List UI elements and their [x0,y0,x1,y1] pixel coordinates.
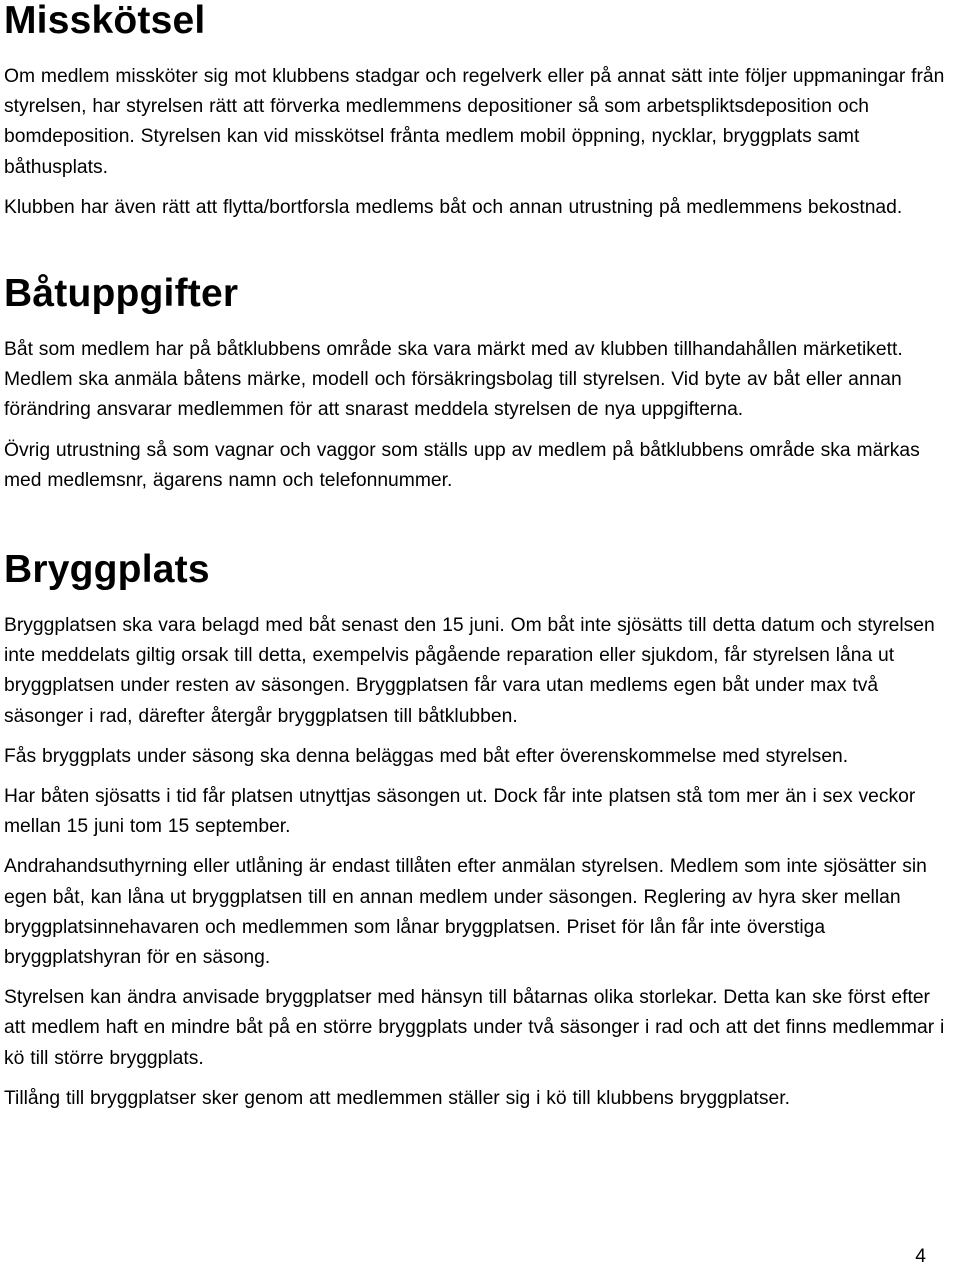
section-heading-bryggplats: Bryggplats [4,548,210,592]
paragraph: Styrelsen kan ändra anvisade bryggplatser med hänsyn till båtarnas olika storlekar. Detta kan ske först efter att medlem haft en mindre båt på en större bryggplats under två säsonger i rad och att det finns medlemmar i kö till större bryggplats. [4,987,945,1069]
paragraph: Har båten sjösatts i tid får platsen utnyttjas säsongen ut. Dock får inte platsen stå tom mer än i sex veckor mellan 15 juni tom 15 september. [4,786,916,838]
paragraph: Övrig utrustning så som vagnar och vaggor som ställs upp av medlem på båtklubbens område ska märkas med medlemsnr, ägarens namn och telefonnummer. [4,439,920,491]
paragraph: Båt som medlem har på båtklubbens område ska vara märkt med av klubben tillhandahållen märketikett. Medlem ska anmäla båtens märke, modell och försäkringsbolag till styrelsen. Vid byte av båt eller annan förändring ansvarar medlemmen för att snarast meddela styrelsen de nya uppgifterna. [4,339,903,421]
paragraph: Fås bryggplats under säsong ska denna beläggas med båt efter överenskommelse med styrelsen. [4,745,849,767]
paragraph: Om medlem missköter sig mot klubbens stadgar och regelverk eller på annat sätt inte följer uppmaningar från styrelsen, har styrelsen rätt att förverka medlemmens depositioner så som arbetspliktsdeposition och bomdeposition. Styrelsen kan vid misskötsel frånta medlem mobil öppning, nycklar, bryggplats samt båthusplats. [4,66,945,178]
section-heading-batuppgifter: Båtuppgifter [4,272,239,316]
paragraph: Tillång till bryggplatser sker genom att medlemmen ställer sig i kö till klubbens bryggplatser. [4,1087,790,1109]
document-page [4,0,956,1114]
section-heading-missktsel: Misskötsel [4,0,206,42]
page-number: 4 [915,1246,926,1267]
paragraph: Klubben har även rätt att flytta/bortforsla medlems båt och annan utrustning på medlemmens bekostnad. [4,196,903,218]
paragraph: Andrahandsuthyrning eller utlåning är endast tillåten efter anmälan styrelsen. Medlem som inte sjösätter sin egen båt, kan låna ut bryggplatsen till en annan medlem under säsongen. Reglering av hyra sker mellan bryggplatsinnehavaren och medlemmen som lånar bryggplatsen. Priset för lån får inte överstiga bryggplatshyran för en säsong. [4,856,927,969]
paragraph: Bryggplatsen ska vara belagd med båt senast den 15 juni. Om båt inte sjösätts till detta datum och styrelsen inte meddelats giltig orsak till detta, exempelvis pågående reparation eller sjukdom, får styrelsen låna ut bryggplatsen under resten av säsongen. Bryggplatsen får vara utan medlems egen båt under max två säsonger i rad, därefter återgår bryggplatsen till båtklubben. [4,615,935,727]
